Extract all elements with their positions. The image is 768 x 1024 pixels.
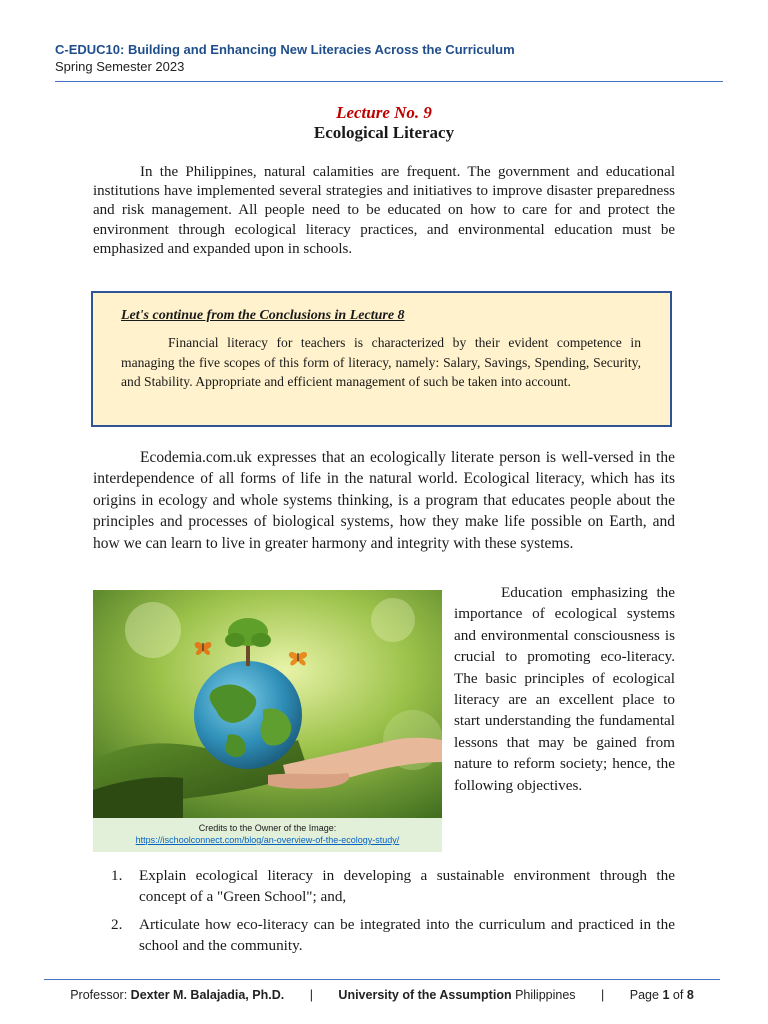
lecture-number: Lecture No. 9 (336, 103, 432, 122)
header-divider (55, 81, 723, 82)
ecoliteracy-paragraph: Ecodemia.com.uk expresses that an ecologically literate person is well-versed in the interdependence of all forms of life in the natural world. Ecological literacy, which has its origins in ecology and whole systems thinking, is a program that educates people about the principles and processes of biological systems, how they make life possible on Earth, and how we can learn to live in greater harmony and integrity with these systems. (93, 449, 675, 552)
objective-text: Articulate how eco-literacy can be integrated into the curriculum and practiced in the school and the community. (139, 916, 675, 954)
callout-body: Financial literacy for teachers is characterized by their evident competence in managing the five scopes of this form of literacy, namely: Salary, Savings, Spending, Security, and Stability. Appropriate and efficient management of such be taken into account. (121, 335, 641, 389)
semester-label: Spring Semester 2023 (55, 59, 185, 74)
image-credit (93, 818, 442, 852)
objective-item (93, 915, 675, 956)
intro-paragraph: In the Philippines, natural calamities are frequent. The government and educational institutions have implemented several strategies and initiatives to improve disaster preparedness and risk management. All people need to be educated on how to care for and protect the environment through ecological literacy practices, and environmental education must be emphasized and expanded upon in schools. (93, 164, 675, 257)
lecture-title: Ecological Literacy (313, 123, 455, 142)
objective-item (93, 866, 675, 907)
page-total: 8 (686, 988, 694, 1002)
conclusion-callout-box (91, 291, 672, 427)
page-footer (44, 988, 720, 1002)
credit-link[interactable]: https://ischoolconnect.com/blog/an-overview-of-the-ecology-study/ (135, 835, 400, 845)
objective-text: Explain ecological literacy in developing a sustainable environment through the concept of a "Green School"; and, (139, 867, 675, 905)
university-name: University of the Assumption (338, 988, 512, 1002)
footer-separator: | (601, 988, 605, 1002)
education-paragraph: Education emphasizing the importance of ecological systems and environmental consciousness is crucial to promoting eco-literacy. The basic principles of ecological literacy are an excellent place to start understanding the fundamental lessons that may be gained from nature to reform society; hence, the following objectives. (454, 584, 675, 794)
professor-name: Dexter M. Balajadia, Ph.D. (130, 988, 285, 1002)
professor-label: Professor: (70, 988, 128, 1002)
course-title: C-EDUC10: Building and Enhancing New Literacies Across the Curriculum (55, 42, 515, 57)
page-current: 1 (662, 988, 670, 1002)
university-country: Philippines (515, 988, 576, 1002)
page-of: of (672, 988, 684, 1002)
footer-divider (44, 979, 720, 980)
earth-in-hands-image (93, 590, 442, 818)
objective-number: 2. (111, 916, 123, 934)
page-header (55, 42, 723, 75)
page-label: Page (629, 988, 659, 1002)
callout-title: Let's continue from the Conclusions in Lecture 8 (121, 308, 405, 323)
objectives-list (93, 866, 675, 964)
eco-figure (93, 590, 442, 852)
credit-line: Credits to the Owner of the Image: (198, 823, 337, 833)
objective-number: 1. (111, 867, 123, 884)
footer-separator: | (309, 988, 313, 1002)
